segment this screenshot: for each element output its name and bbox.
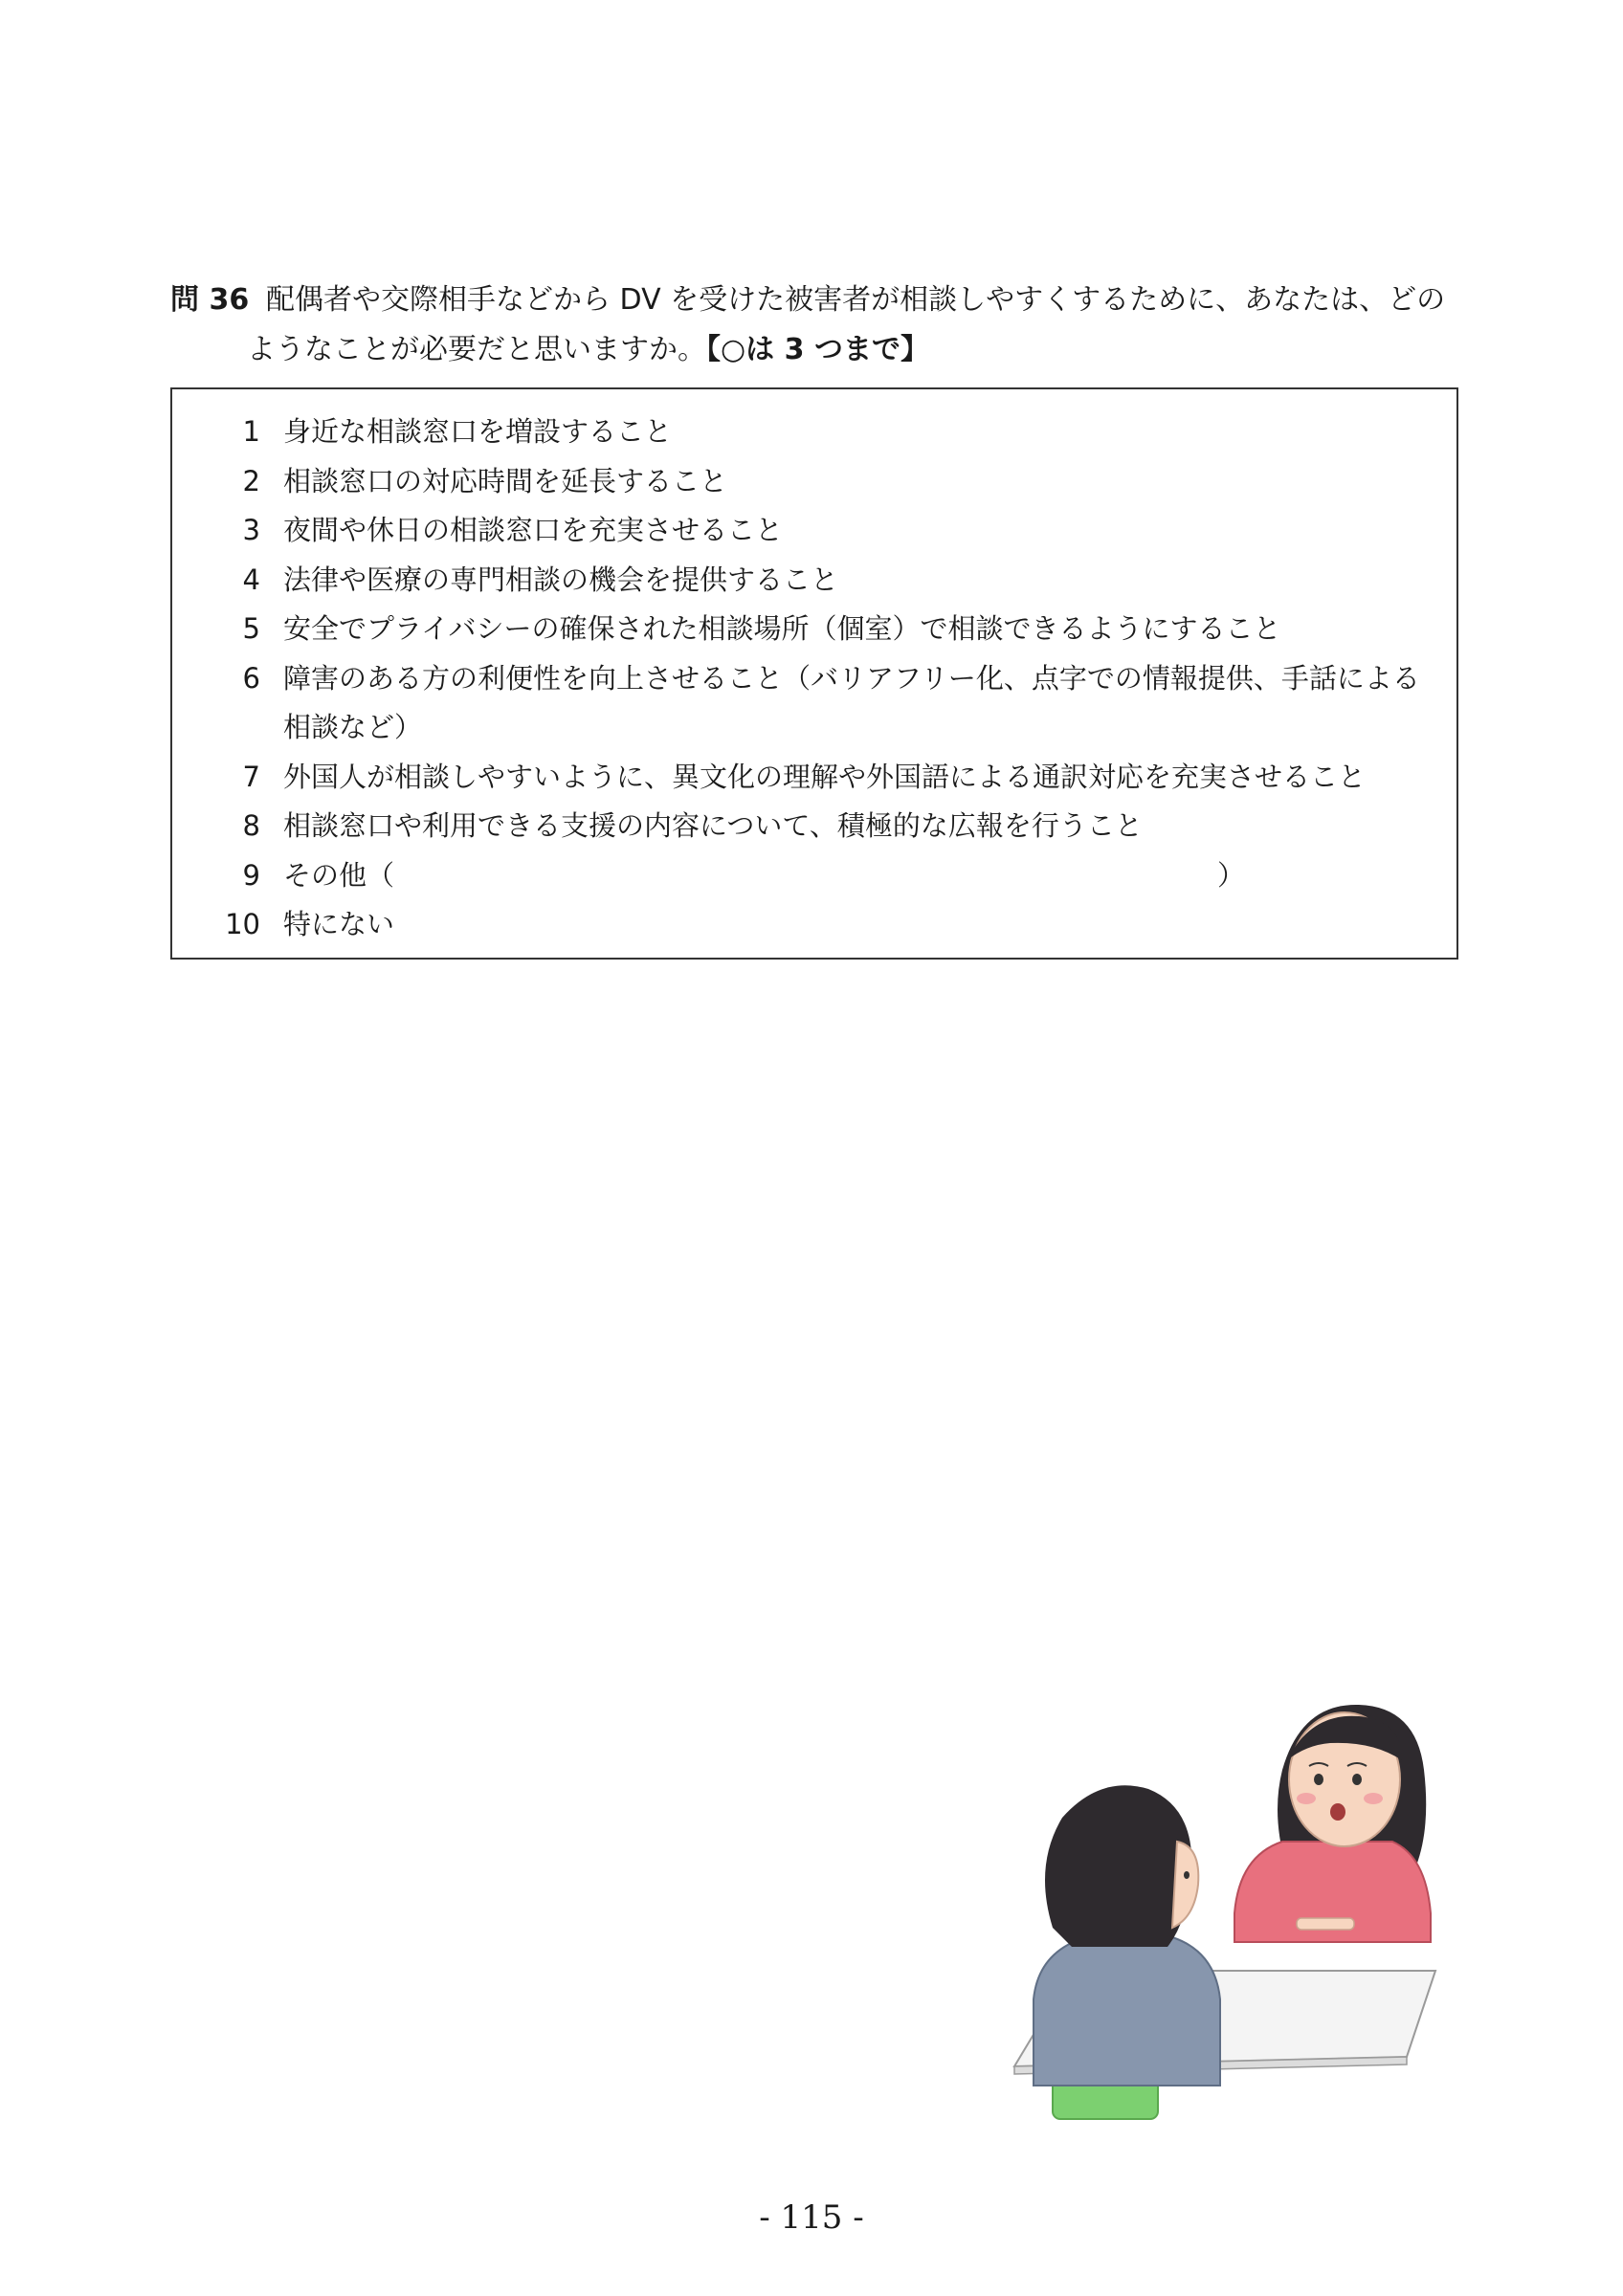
option-text: 外国人が相談しやすいように、異文化の理解や外国語による通訳対応を充実させること: [283, 760, 1367, 793]
option-text: 身近な相談窓口を増設すること: [283, 415, 673, 448]
option-number: 8: [242, 809, 260, 842]
option-4[interactable]: [218, 556, 1424, 606]
option-number: 4: [242, 563, 260, 596]
option-number: 3: [242, 514, 260, 546]
option-text: 特にない: [283, 908, 395, 940]
other-close-paren: ）: [1217, 858, 1246, 892]
option-number: 5: [242, 612, 260, 645]
question-line-2: [170, 325, 1453, 375]
option-9[interactable]: [218, 851, 1424, 901]
question-line-1: [170, 276, 1453, 325]
option-text: 安全でプライバシーの確保された相談場所（個室）で相談できるようにすること: [283, 612, 1281, 645]
question-block: [170, 276, 1453, 375]
option-3[interactable]: [218, 506, 1424, 556]
option-text: 障害のある方の利便性を向上させること（バリアフリー化、点字での情報提供、手話による相談など）: [283, 661, 1420, 743]
option-number: 6: [242, 661, 260, 695]
other-label: その他（: [283, 858, 395, 892]
option-number: 9: [242, 858, 260, 892]
counselor-figure: [1234, 1705, 1431, 1942]
option-text: 相談窓口の対応時間を延長すること: [283, 464, 728, 497]
option-number: 1: [242, 415, 260, 448]
question-number: 問 36: [170, 283, 250, 317]
option-text: 相談窓口や利用できる支援の内容について、積極的な広報を行うこと: [283, 809, 1143, 842]
options-box: [170, 387, 1458, 960]
option-text-other: [283, 851, 1424, 901]
page-number: - 115 -: [759, 2198, 864, 2237]
option-5[interactable]: [218, 605, 1424, 654]
client-figure: [1034, 1785, 1220, 2086]
option-1[interactable]: [218, 408, 1424, 457]
question-text-1: 配偶者や交際相手などから DV を受けた被害者が相談しやすくするために、あなたは、どの: [266, 283, 1446, 317]
option-10[interactable]: [218, 900, 1424, 950]
option-text: 法律や医療の専門相談の機会を提供すること: [283, 563, 839, 596]
question-instruction: 【○は 3 つまで】: [706, 333, 929, 366]
options-list: [218, 408, 1424, 950]
option-number: 7: [242, 760, 260, 793]
question-text-2: ようなことが必要だと思いますか。: [247, 333, 706, 366]
option-8[interactable]: [218, 802, 1424, 851]
option-number: 10: [225, 908, 260, 940]
option-text: 夜間や休日の相談窓口を充実させること: [283, 514, 784, 546]
counseling-illustration: [995, 1684, 1464, 2133]
option-number: 2: [242, 464, 260, 497]
option-7[interactable]: [218, 753, 1424, 803]
option-6[interactable]: [218, 654, 1424, 753]
option-2[interactable]: [218, 457, 1424, 507]
